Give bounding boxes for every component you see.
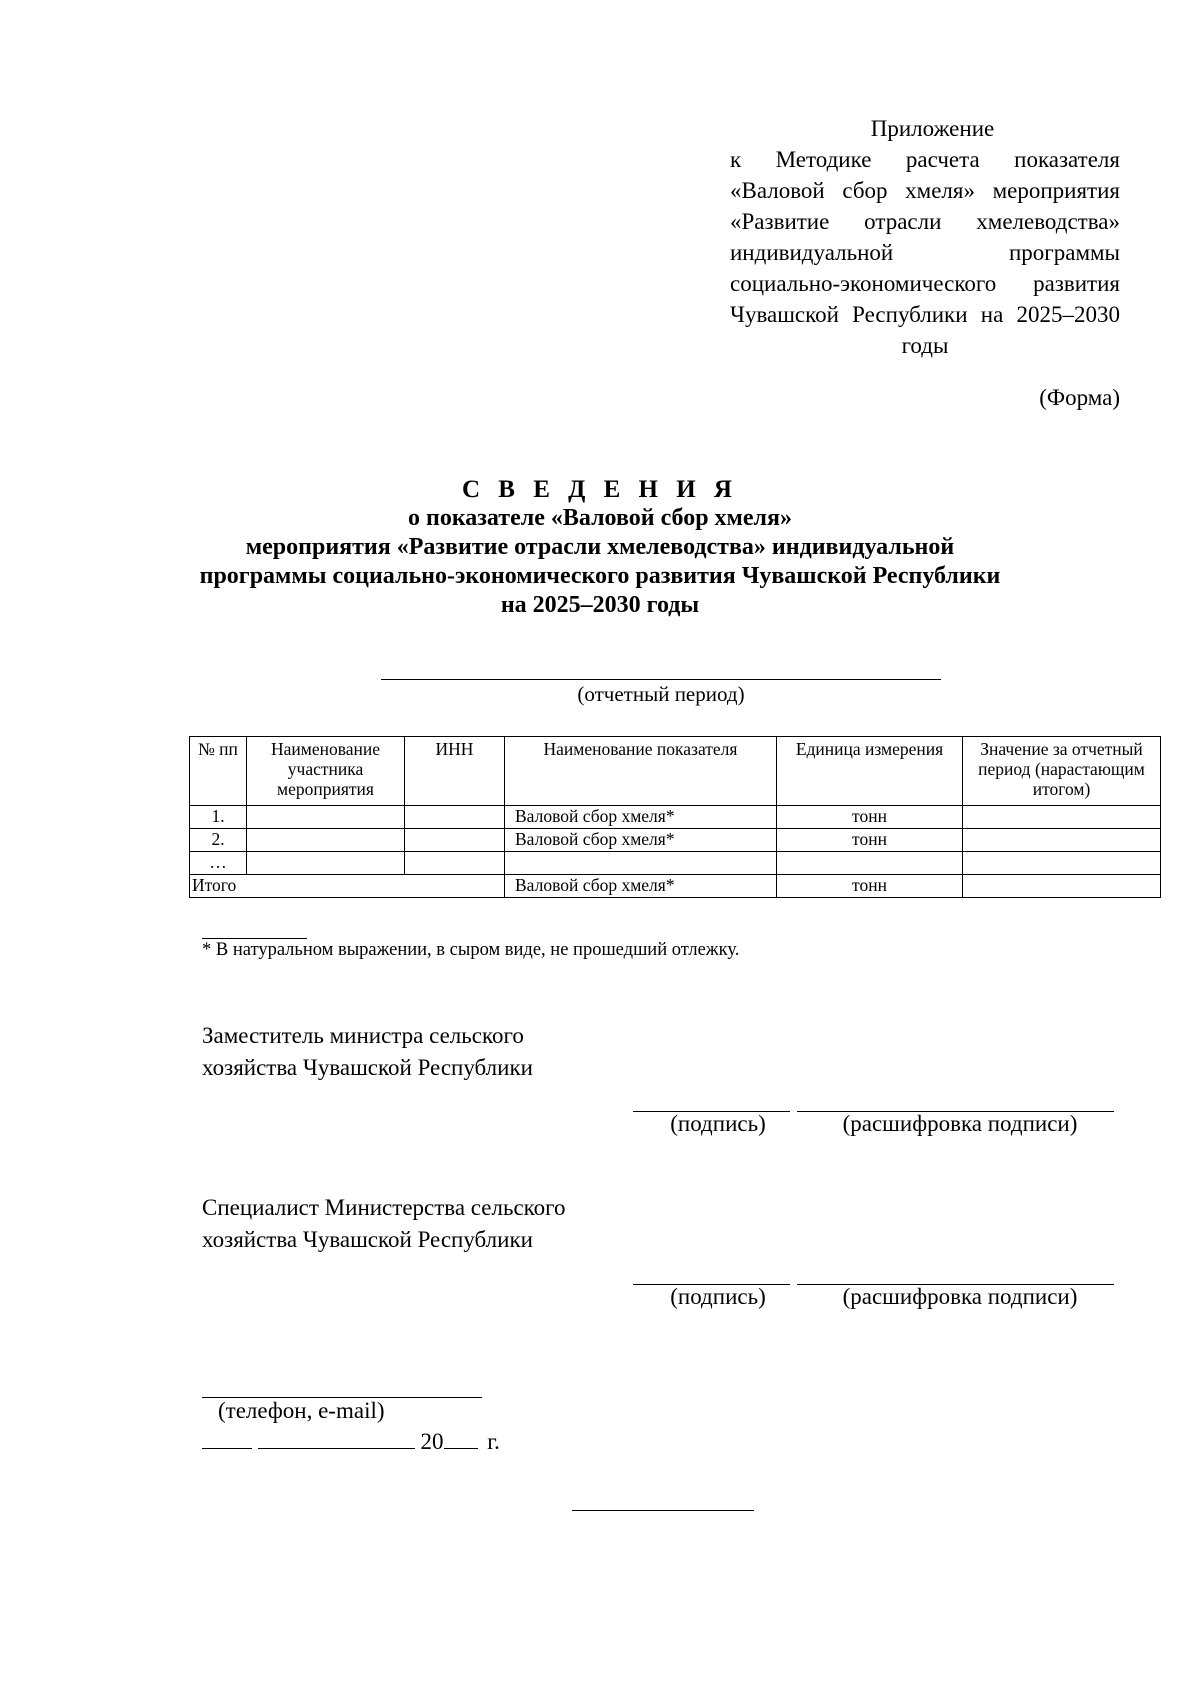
total-label: Итого — [190, 875, 505, 898]
table-row — [190, 829, 1161, 852]
signatory-2-line-2: хозяйства Чувашской Республики — [202, 1227, 533, 1252]
signatory-title-1 — [202, 1020, 533, 1084]
signatory-1-line-1: Заместитель министра сельского — [202, 1023, 524, 1048]
signatory-title-2 — [202, 1192, 566, 1256]
row-indicator: Валовой сбор хмеля* — [505, 829, 777, 852]
row-inn[interactable] — [405, 806, 505, 829]
date-field — [202, 1426, 500, 1455]
row-value[interactable] — [963, 829, 1161, 852]
row-inn[interactable] — [405, 852, 505, 875]
date-year-blank[interactable] — [444, 1426, 478, 1449]
period-fill-line[interactable] — [381, 679, 941, 680]
table-row — [190, 852, 1161, 875]
total-value[interactable] — [963, 875, 1161, 898]
signatory-2-line-1: Специалист Министерства сельского — [202, 1195, 566, 1220]
table-total-row — [190, 875, 1161, 898]
end-separator — [572, 1510, 754, 1511]
signatory-1-line-2: хозяйства Чувашской Республики — [202, 1055, 533, 1080]
date-month-blank[interactable] — [258, 1426, 415, 1449]
row-unit: тонн — [777, 829, 963, 852]
signature-caption-1: (подпись) — [670, 1111, 766, 1136]
form-label: (Форма) — [1039, 385, 1120, 410]
total-indicator: Валовой сбор хмеля* — [505, 875, 777, 898]
appendix-block — [730, 113, 1120, 361]
date-year-suffix: г. — [487, 1429, 500, 1454]
indicator-table — [189, 736, 1161, 898]
date-year-prefix: 20 — [420, 1429, 444, 1454]
row-participant[interactable] — [247, 852, 405, 875]
row-unit: тонн — [777, 806, 963, 829]
row-inn[interactable] — [405, 829, 505, 852]
header-participant: Наименование участника мероприятия — [247, 737, 405, 806]
appendix-caption: Приложение — [870, 116, 995, 141]
title-heading: С В Е Д Е Н И Я — [462, 476, 738, 503]
row-num: … — [190, 852, 247, 875]
title-line-2: мероприятия «Развитие отрасли хмелеводства» индивидуальной — [245, 534, 955, 560]
footnote-separator — [202, 938, 307, 939]
table-row — [190, 806, 1161, 829]
signature-decode-caption-1: (расшифровка подписи) — [842, 1111, 1078, 1136]
header-indicator: Наименование показателя — [505, 737, 777, 806]
row-num: 1. — [190, 806, 247, 829]
header-value: Значение за отчетный период (нарастающим итогом) — [963, 737, 1161, 806]
row-value[interactable] — [963, 806, 1161, 829]
appendix-body: к Методике расчета показателя «Валовой сбор хмеля» мероприятия «Развитие отрасли хмелеводства» индивидуальной программы социально-экономического развития Чувашской Республики на 2025–2030 годы — [730, 147, 1120, 358]
total-unit: тонн — [777, 875, 963, 898]
document-title — [150, 475, 1050, 620]
row-unit — [777, 852, 963, 875]
footnote: * В натуральном выражении, в сыром виде, не прошедший отлежку. — [202, 940, 740, 960]
row-num: 2. — [190, 829, 247, 852]
header-num: № пп — [190, 737, 247, 806]
contact-caption: (телефон, e-mail) — [218, 1398, 385, 1423]
date-day-blank[interactable] — [202, 1426, 252, 1449]
row-indicator: Валовой сбор хмеля* — [505, 806, 777, 829]
title-line-4: на 2025–2030 годы — [500, 592, 700, 618]
period-caption: (отчетный период) — [577, 682, 745, 706]
title-line-3: программы социально-экономического развития Чувашской Республики — [199, 563, 1001, 589]
header-unit: Единица измерения — [777, 737, 963, 806]
signature-caption-2: (подпись) — [670, 1284, 766, 1309]
header-inn: ИНН — [405, 737, 505, 806]
row-participant[interactable] — [247, 806, 405, 829]
signature-decode-caption-2: (расшифровка подписи) — [842, 1284, 1078, 1309]
row-value[interactable] — [963, 852, 1161, 875]
row-participant[interactable] — [247, 829, 405, 852]
row-indicator — [505, 852, 777, 875]
title-line-1: о показателе «Валовой сбор хмеля» — [407, 505, 792, 531]
table-header-row — [190, 737, 1161, 806]
